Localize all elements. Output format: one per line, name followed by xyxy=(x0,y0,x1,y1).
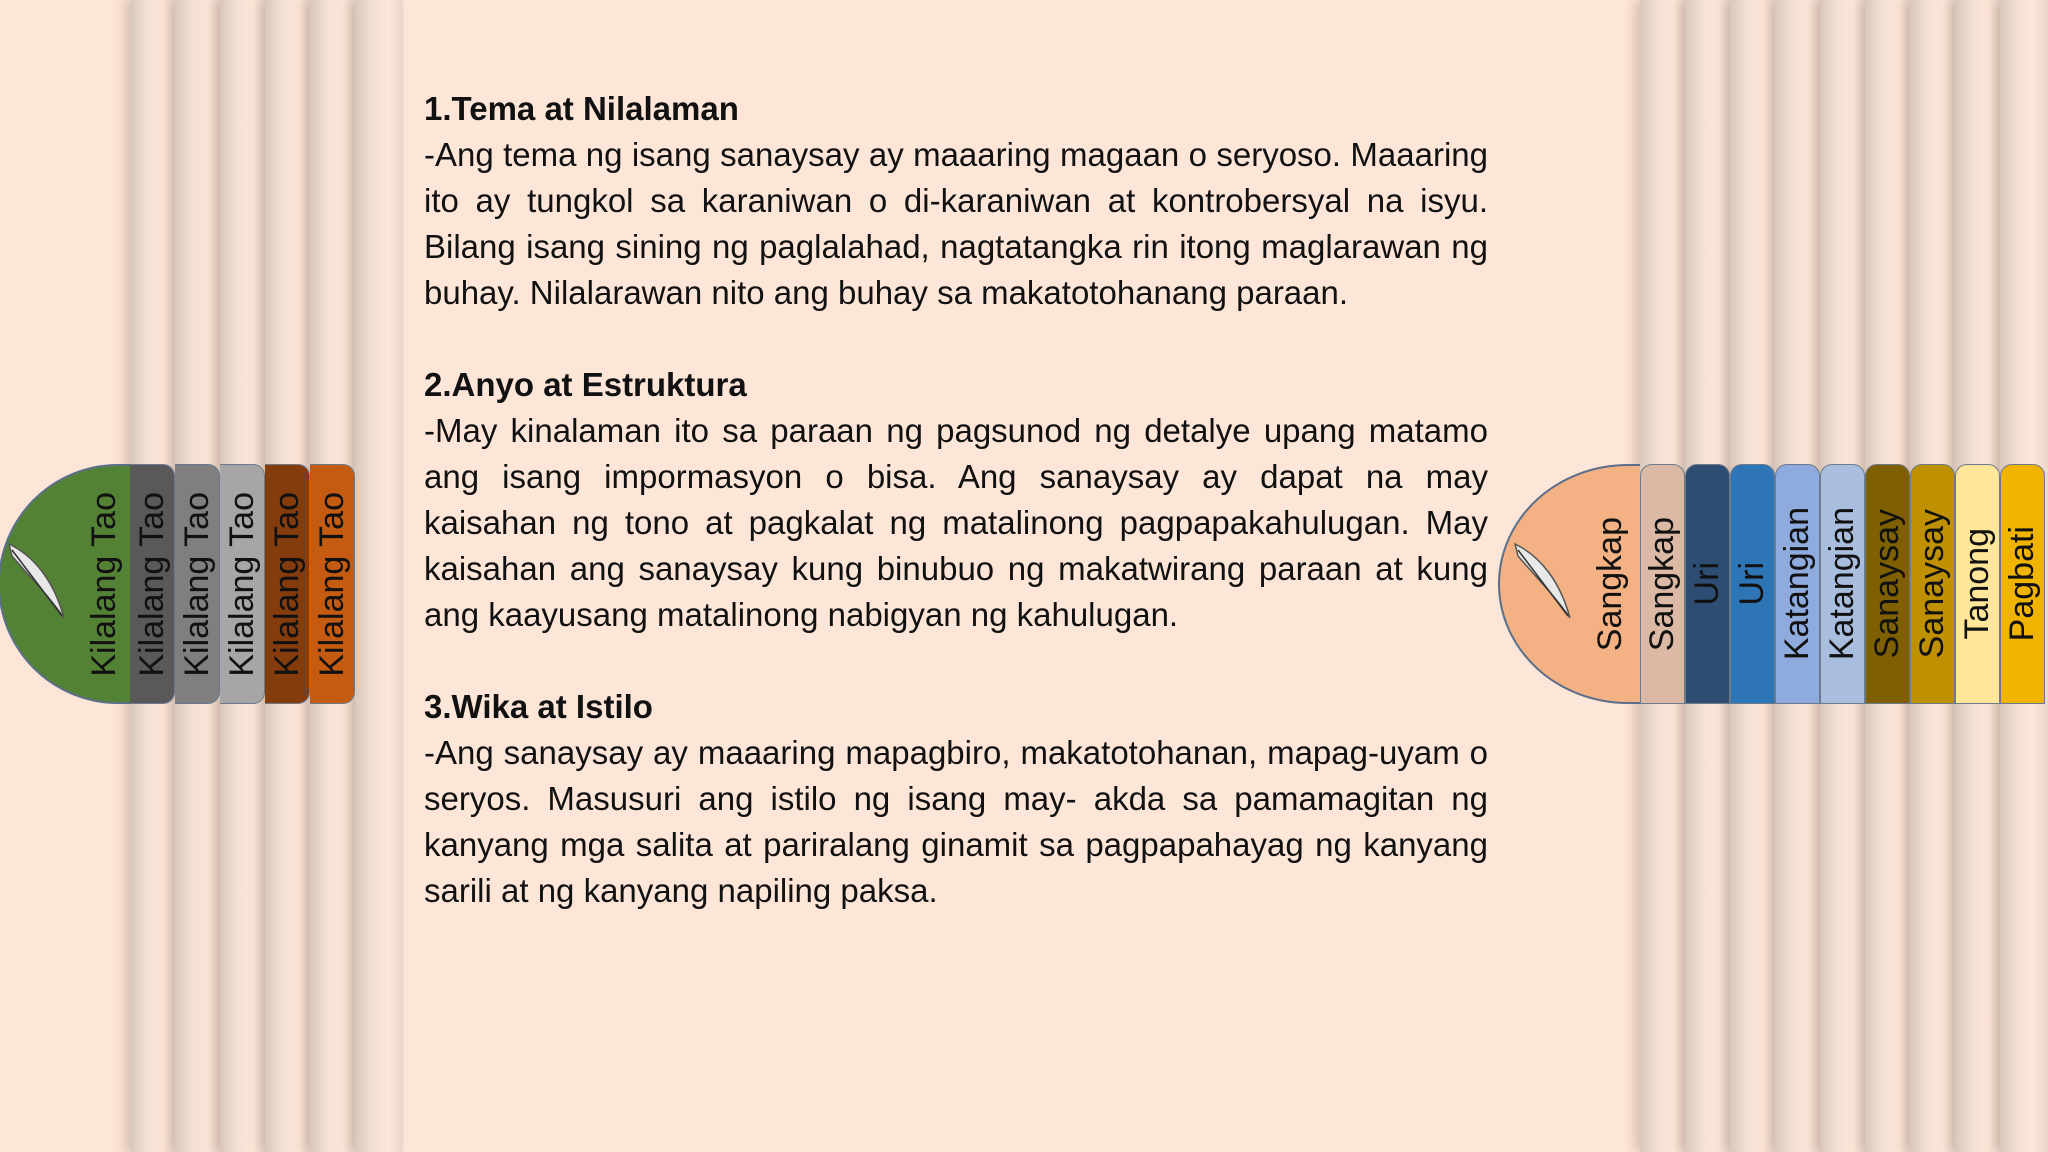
tab-label: Kilalang Tao xyxy=(177,491,216,677)
quill-icon xyxy=(4,536,74,626)
tab-label: Kilalang Tao xyxy=(267,491,306,677)
right-tab-tanong[interactable] xyxy=(1955,464,2000,704)
right-tab-uri-1[interactable] xyxy=(1685,464,1730,704)
left-tab-kilalang-tao-6[interactable] xyxy=(310,464,355,704)
tab-label: Tanong xyxy=(1958,528,1996,640)
right-tab-katangian-1[interactable] xyxy=(1775,464,1820,704)
right-tab-katangian-2[interactable] xyxy=(1820,464,1865,704)
quill-icon xyxy=(1510,536,1580,626)
left-panel-strip xyxy=(355,0,403,1152)
tab-label: Katangian xyxy=(1778,507,1816,661)
tab-label: Sanaysay xyxy=(1868,509,1906,659)
tab-label: Kilalang Tao xyxy=(85,491,123,677)
section-title-anyo: 2.Anyo at Estruktura xyxy=(424,366,747,403)
right-tab-sanaysay-1[interactable] xyxy=(1865,464,1910,704)
right-tab-sangkap[interactable] xyxy=(1640,464,1685,704)
tab-label: Uri xyxy=(1733,562,1771,606)
section-body-tema: -Ang tema ng isang sanaysay ay maaaring magaan o seryoso. Maaaring ito ay tungkol sa karaniwan o di-karaniwan at kontrobersyal na isyu. Bilang isang sining ng paglalahad, nagtatangka rin itong maglarawan ng buhay. Nilalarawan nito ang buhay sa makatotohanang paraan. xyxy=(424,136,1488,311)
right-tab-sanaysay-2[interactable] xyxy=(1910,464,1955,704)
slide-content xyxy=(424,86,1488,914)
section-body-wika: -Ang sanaysay ay maaaring mapagbiro, makatotohanan, mapag-uyam o seryos. Masusuri ang istilo ng isang may- akda sa pamamagitan ng kanyang mga salita at pariralang ginamit sa pagpapahayag ng kanyang sarili at ng kanyang napiling paksa. xyxy=(424,734,1488,909)
tab-label: Kilalang Tao xyxy=(312,491,351,677)
tab-label: Uri xyxy=(1688,562,1726,606)
tab-label: Katangian xyxy=(1823,507,1861,661)
left-tab-kilalang-tao-4[interactable] xyxy=(220,464,265,704)
left-tab-kilalang-tao-2[interactable] xyxy=(130,464,175,704)
tab-label: Sangkap xyxy=(1591,516,1629,652)
tab-label: Pagbati xyxy=(2003,526,2041,642)
section-gap xyxy=(424,638,1488,684)
tab-label: Sangkap xyxy=(1643,516,1681,652)
section-title-wika: 3.Wika at Istilo xyxy=(424,688,653,725)
right-tab-sangkap-main[interactable] xyxy=(1498,464,1640,704)
tab-label: Kilalang Tao xyxy=(132,491,171,677)
section-title-tema: 1.Tema at Nilalaman xyxy=(424,90,739,127)
right-tab-pagbati[interactable] xyxy=(2000,464,2045,704)
left-tab-kilalang-tao-3[interactable] xyxy=(175,464,220,704)
left-tab-kilalang-tao-main[interactable] xyxy=(0,464,130,704)
right-tab-uri-2[interactable] xyxy=(1730,464,1775,704)
section-gap xyxy=(424,316,1488,362)
tab-label: Sanaysay xyxy=(1913,509,1951,659)
tab-label: Kilalang Tao xyxy=(222,491,261,677)
left-tab-kilalang-tao-5[interactable] xyxy=(265,464,310,704)
section-body-anyo: -May kinalaman ito sa paraan ng pagsunod ng detalye upang matamo ang isang impormasyon o bisa. Ang sanaysay ay dapat na may kaisahan ng tono at pagkalat ng matalinong pagpapakahulugan. May kaisahan ang sanaysay kung binubuo ng makatwirang paraan at kung ang kaayusang matalinong nabigyan ng kahulugan. xyxy=(424,412,1488,633)
